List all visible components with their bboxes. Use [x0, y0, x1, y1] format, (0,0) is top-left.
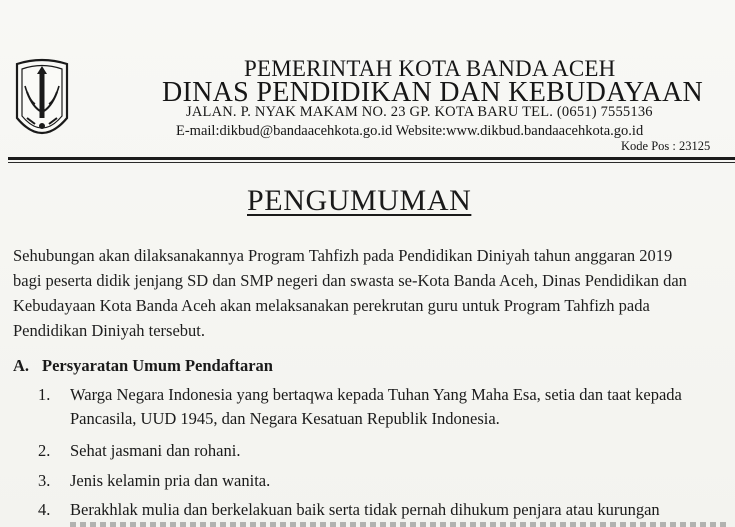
- section-title: Persyaratan Umum Pendaftaran: [42, 356, 273, 375]
- banda-aceh-crest-icon: [13, 56, 71, 150]
- list-item-text: Pancasila, UUD 1945, dan Negara Kesatuan Republik Indonesia.: [70, 409, 500, 428]
- intro-line: Kebudayaan Kota Banda Aceh akan melaksanakan perekrutan guru untuk Program Tahfizh pada: [13, 296, 650, 315]
- list-item-text: Warga Negara Indonesia yang bertaqwa kepada Tuhan Yang Maha Esa, setia dan taat kepada: [70, 385, 682, 404]
- letterhead-postal-code: Kode Pos : 23125: [621, 139, 711, 153]
- page-cutoff-text-fragment: [70, 522, 730, 527]
- list-item-text: Sehat jasmani dan rohani.: [70, 441, 241, 460]
- document-title: PENGUMUMAN: [247, 184, 472, 217]
- list-item-number: 1.: [38, 385, 51, 404]
- letterhead-contact: E-mail:dikbud@bandaacehkota.go.id Website:www.dikbud.bandaacehkota.go.id: [176, 123, 644, 139]
- letterhead-address: JALAN. P. NYAK MAKAM NO. 23 GP. KOTA BARU TEL. (0651) 7555136: [186, 104, 653, 120]
- intro-line: Pendidikan Diniyah tersebut.: [13, 321, 206, 340]
- list-item-text: Berakhlak mulia dan berkelakuan baik serta tidak pernah dihukum penjara atau kurungan: [70, 500, 660, 519]
- letterhead-divider-thin: [8, 162, 735, 163]
- list-item-text: Jenis kelamin pria dan wanita.: [70, 471, 271, 490]
- letterhead-divider-thick: [8, 157, 735, 160]
- section-heading: [13, 356, 273, 376]
- intro-line: Sehubungan akan dilaksanakannya Program Tahfizh pada Pendidikan Diniyah tahun anggaran 2019: [13, 246, 673, 265]
- letterhead-agency: DINAS PENDIDIKAN DAN KEBUDAYAAN: [162, 77, 704, 108]
- section-letter: A.: [13, 356, 30, 375]
- list-item-number: 3.: [38, 471, 51, 490]
- letterhead-government: PEMERINTAH KOTA BANDA ACEH: [244, 56, 616, 81]
- list-item-number: 4.: [38, 500, 51, 519]
- intro-line: bagi peserta didik jenjang SD dan SMP negeri dan swasta se-Kota Banda Aceh, Dinas Pendidikan dan: [13, 271, 687, 290]
- list-item-number: 2.: [38, 441, 51, 460]
